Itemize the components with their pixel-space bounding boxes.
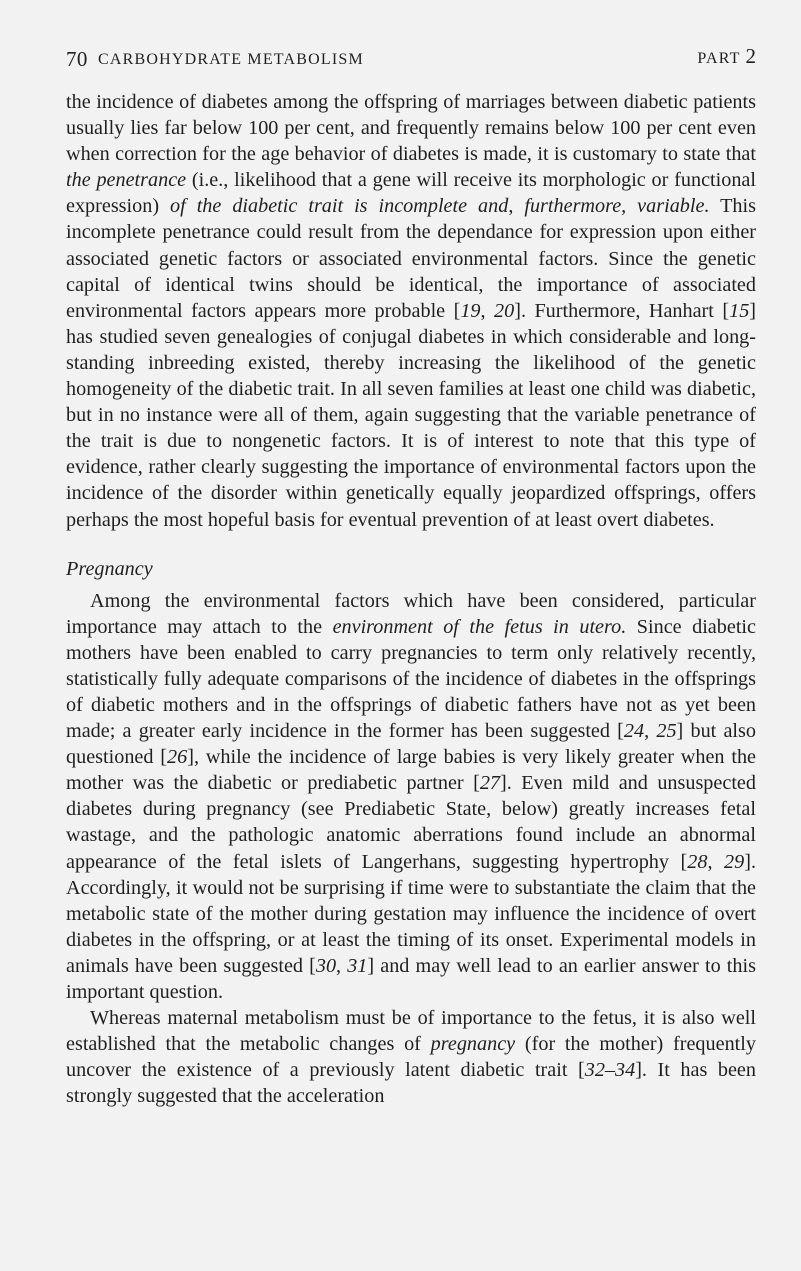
paragraph-genetics [66,89,756,533]
part-word: PART [697,50,741,67]
text-run: the incidence of diabetes among the offspring of marriages between diabetic patients usually lies far below 100 per cent, and frequently remains below 100 per cent even when correction for the age behavior of diabetes is made, it is customary to state that [66,91,756,166]
emphasis: environment of the fetus in utero. [332,615,627,638]
text-run: , [480,299,495,322]
text-run: ] but also questioned [ [66,720,756,769]
paragraph-maternal-metabolism [66,1005,756,1109]
text-run: Since diabetic mothers have been enabled to carry pregnancies to term only relatively recently, statistically fully adequate comparisons of the incidence of diabetes in the offsprings of diabetic mothers and in the offsprings of diabetic fathers have not as yet been made; a greater early incidence in the former has been suggested [ [66,615,757,743]
text-run: (i.e., likelihood that a gene will receive its morphologic or functional expression) [66,169,756,218]
text-run: ], while the incidence of large babies is very likely greater when the mother was the diabetic or prediabetic partner [ [66,746,757,795]
reference: 28 [687,850,708,873]
book-page [66,40,756,1109]
reference: 15 [729,299,750,322]
reference: 20 [494,299,515,322]
text-run: ]. Accordingly, it would not be surprising if time were to substantiate the claim that the metabolic state of the mother during gestation may influence the incidence of overt diabetes in the offspring, or at least the timing of its onset. Experimental models in animals have been suggested [ [66,850,756,977]
text-run: , [644,720,657,743]
reference: 29 [724,850,745,873]
reference: 19 [460,299,481,322]
reference: 30 [315,954,337,977]
text-run: ] and may well lead to an earlier answer to this important question. [66,954,756,1003]
reference: 26 [167,746,188,769]
text-run: Among the environmental factors which have been considered, particular importance may attach to the [66,589,756,638]
section-heading: Pregnancy [66,557,153,580]
text-run: , [336,954,348,977]
text-run: ]. It has been strongly suggested that the acceleration [66,1059,756,1108]
text-run: Whereas maternal metabolism must be of importance to the fetus, it is also well established that the metabolic changes of [66,1007,756,1056]
text-run: (for the mother) frequently uncover the existence of a previously latent diabetic trait [ [66,1033,756,1082]
reference: 27 [479,772,501,795]
emphasis: furthermore, variable. [524,195,710,218]
page-number: 70 [66,47,88,71]
text-run: , [707,850,725,873]
text-run: , [508,195,525,218]
body-text [66,89,756,1109]
reference: 31 [347,954,368,977]
text-run: ] has studied seven genealogies of conjugal diabetes in which considerable and long-standing inbreeding existed, thereby increasing the likelihood of the genetic homogeneity of the diabetic trait. In all seven families at least one child was diabetic, but in no instance were all of them, again suggesting that the variable penetrance of the trait is due to nongenetic factors. It is of interest to note that this type of evidence, rather clearly suggesting the importance of environmental factors upon the incidence of the disorder within genetically equally jeopardized offsprings, offers perhaps the most hopeful basis for eventual prevention of at least overt diabetes. [66,299,757,531]
reference: 32–34 [584,1059,636,1082]
text-run: ]. Even mild and unsuspected diabetes during pregnancy (see Prediabetic State, below) greatly increases fetal wastage, and the pathologic anatomic aberrations found include an abnormal appearance of the fetal islets of Langerhans, suggesting hypertrophy [ [66,772,756,873]
emphasis: the penetrance [66,169,187,192]
paragraph-pregnancy [66,588,756,1006]
emphasis: of the diabetic trait is incomplete and [170,195,509,218]
reference: 25 [656,720,677,743]
text-run: ]. Furthermore, Hanhart [ [514,299,730,322]
chapter-title: CARBOHYDRATE METABOLISM [98,51,364,68]
part-number: 2 [745,44,756,68]
running-head [66,40,756,76]
part-label [697,44,756,69]
text-run: This incomplete penetrance could result from the dependance for expression upon either associated genetic factors or associated environmental factors. Since the genetic capital of identical twins should be identical, the importance of associated environmental factors appears more probable [ [66,195,756,322]
reference: 24 [623,720,645,743]
emphasis: pregnancy [430,1033,516,1056]
